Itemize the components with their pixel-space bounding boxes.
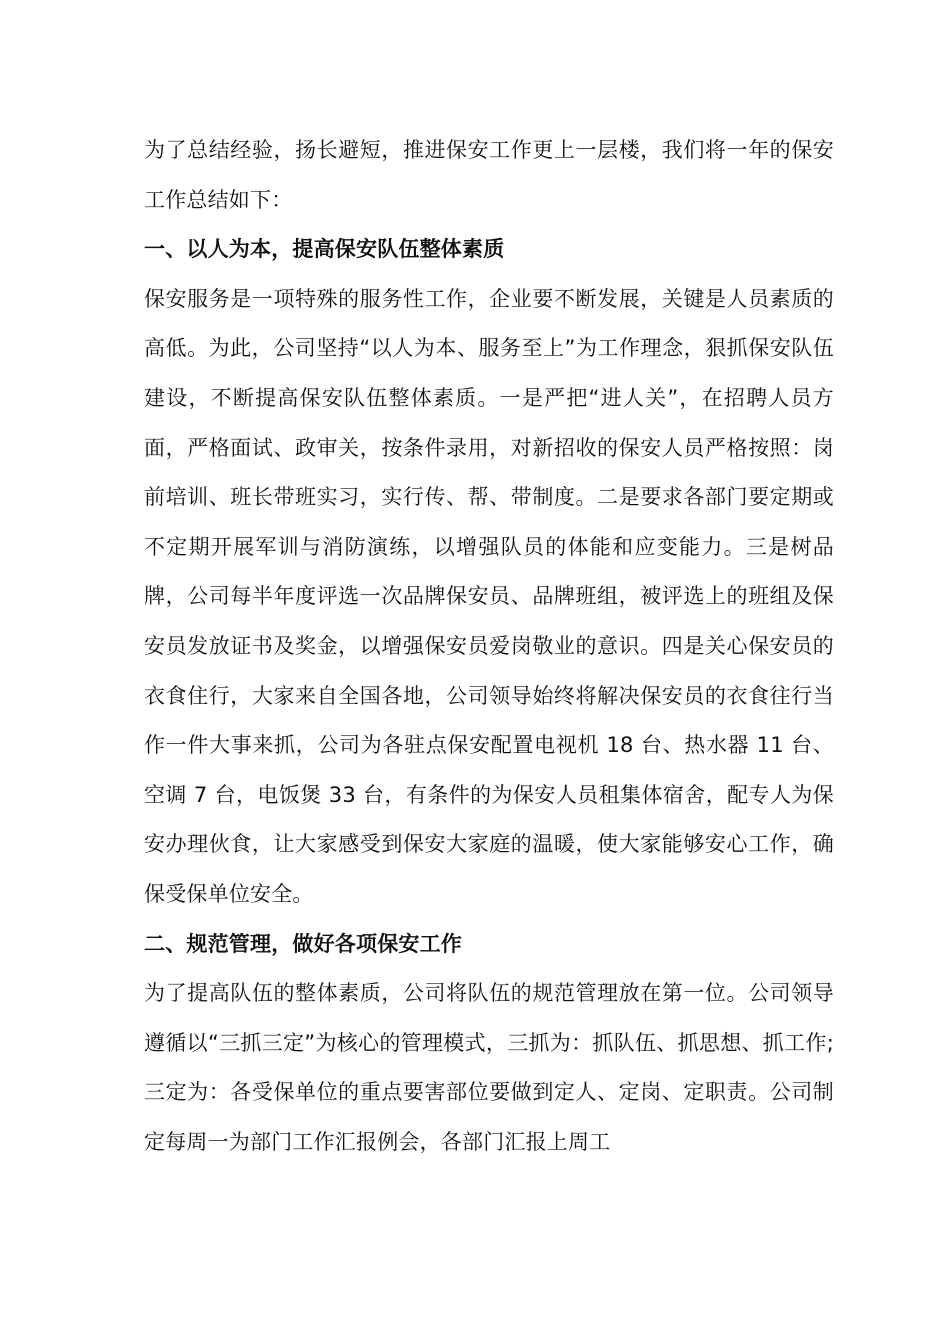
intro-paragraph: 为了总结经验，扬长避短，推进保安工作更上一层楼，我们将一年的保安工作总结如下： — [144, 138, 834, 212]
section-heading-1: 一、以人为本，提高保安队伍整体素质 — [144, 237, 505, 262]
document-body — [144, 126, 834, 1167]
section-1-paragraph: 保安服务是一项特殊的服务性工作，企业要不断发展，关键是人员素质的高低。为此，公司坚持“以人为本、服务至上”为工作理念，狠抓保安队伍建设，不断提高保安队伍整体素质。一是严把“进人关”，在招聘人员方面，严格面试、政审关，按条件录用，对新招收的保安人员严格按照：岗前培训、班长带班实习，实行传、帮、带制度。二是要求各部门要定期或不定期开展军训与消防演练，以增强队员的体能和应变能力。三是树品牌，公司每半年度评选一次品牌保安员、品牌班组，被评选上的班组及保安员发放证书及奖金，以增强保安员爱岗敬业的意识。四是关心保安员的衣食住行，大家来自全国各地，公司领导始终将解决保安员的衣食往行当作一件大事来抓，公司为各驻点保安配置电视机 18 台、热水器 11 台、空调 7 台，电饭煲 33 台，有条件的为保安人员租集体宿舍，配专人为保安办理伙食，让大家感受到保安大家庭的温暖，使大家能够安心工作，确保受保单位安全。 — [144, 286, 834, 906]
section-heading-2: 二、规范管理，做好各项保安工作 — [144, 931, 462, 956]
section-2-paragraph: 为了提高队伍的整体素质，公司将队伍的规范管理放在第一位。公司领导遵循以“三抓三定”为核心的管理模式，三抓为：抓队伍、抓思想、抓工作;三定为：各受保单位的重点要害部位要做到定人、定岗、定职责。公司制定每周一为部门工作汇报例会，各部门汇报上周工 — [144, 981, 834, 1154]
